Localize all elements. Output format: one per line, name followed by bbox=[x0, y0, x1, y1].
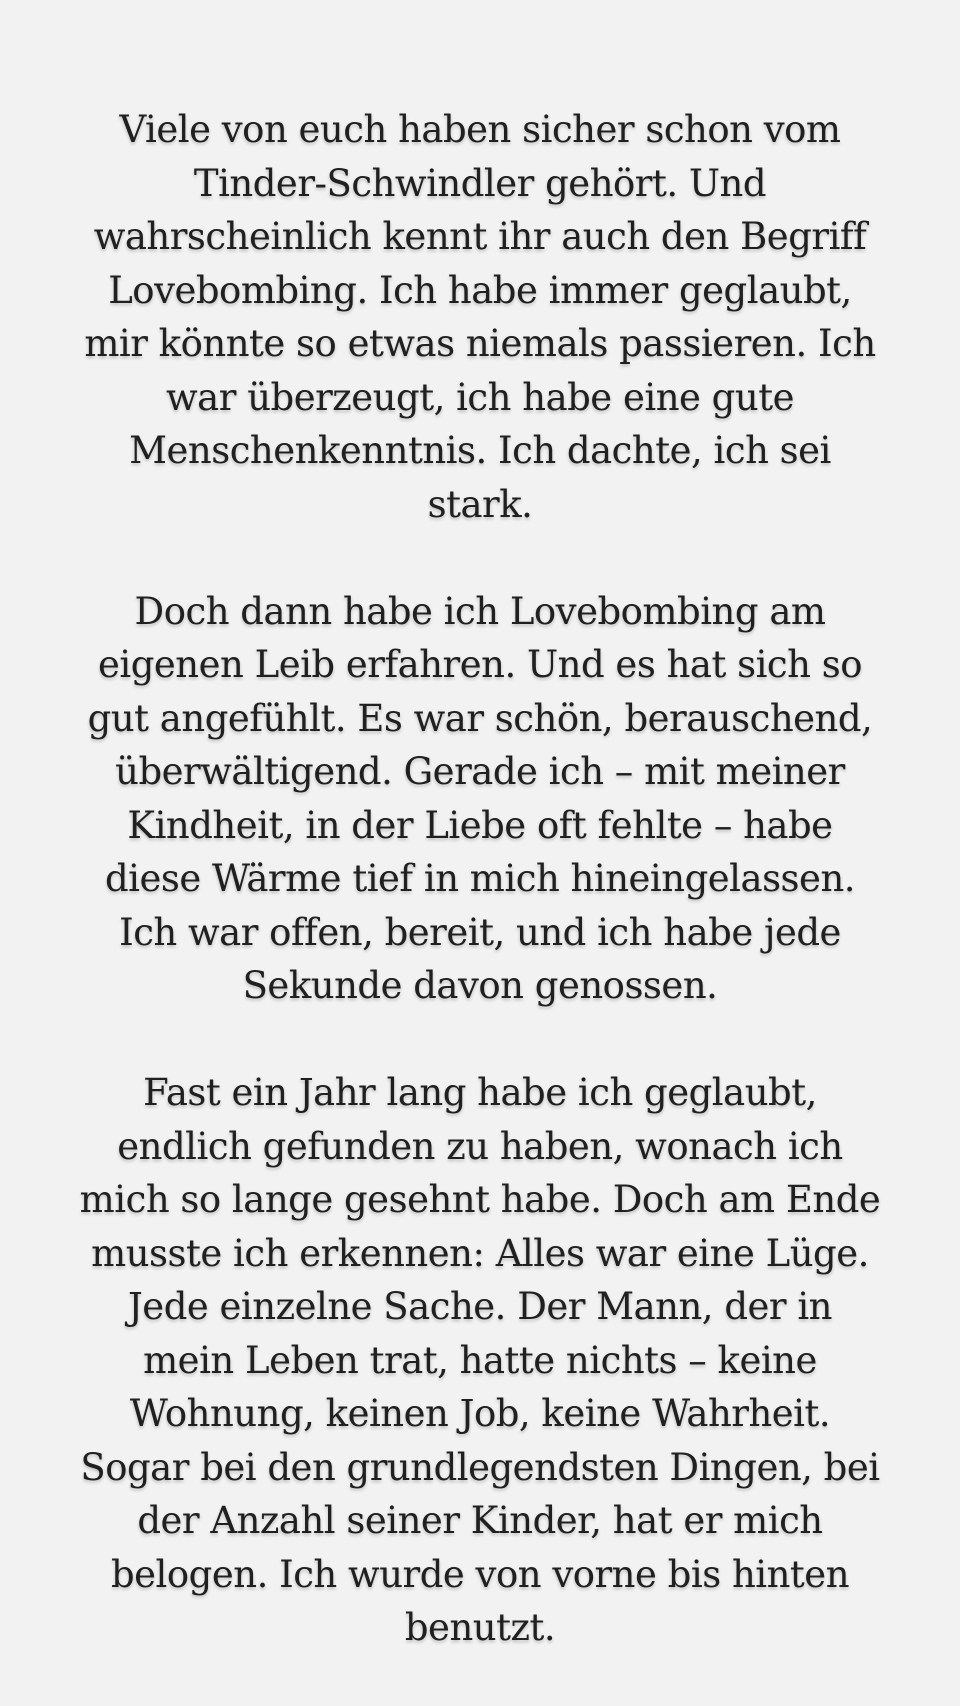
text-line: Sogar bei den grundlegendsten Dingen, bei bbox=[80, 1445, 880, 1489]
text-line: eigenen Leib erfahren. Und es hat sich so bbox=[98, 643, 862, 686]
text-line: Lovebombing. Ich habe immer geglaubt, bbox=[108, 268, 852, 312]
text-line: diese Wärme tief in mich hineingelassen. bbox=[104, 857, 856, 900]
text-line: stark. bbox=[427, 482, 533, 526]
text-line: Menschenkenntnis. Ich dachte, ich sei bbox=[129, 429, 831, 472]
text-line: Fast ein Jahr lang habe ich geglaubt, bbox=[143, 1071, 817, 1114]
text-line: war überzeugt, ich habe eine gute bbox=[166, 375, 794, 419]
story-text-block bbox=[0, 103, 960, 1655]
text-line: endlich gefunden zu haben, wonach ich bbox=[117, 1124, 843, 1168]
text-line: mir könnte so etwas niemals passieren. Ich bbox=[84, 322, 876, 365]
text-line: mich so lange gesehnt habe. Doch am Ende bbox=[79, 1178, 881, 1221]
text-line: belogen. Ich wurde von vorne bis hinten bbox=[110, 1552, 850, 1596]
text-line: Tinder-Schwindler gehört. Und bbox=[193, 161, 767, 205]
text-line: Viele von euch haben sicher schon vom bbox=[119, 108, 841, 151]
text-line: Kindheit, in der Liebe oft fehlte – habe bbox=[127, 803, 833, 847]
text-line: Wohnung, keinen Job, keine Wahrheit. bbox=[129, 1392, 831, 1435]
text-line: Doch dann habe ich Lovebombing am bbox=[134, 589, 826, 633]
text-line: musste ich erkennen: Alles war eine Lüge. bbox=[91, 1231, 869, 1275]
text-line: Ich war offen, bereit, und ich habe jede bbox=[119, 910, 841, 954]
story-paragraph-3 bbox=[56, 1066, 904, 1655]
story-paragraph-1 bbox=[56, 103, 904, 531]
text-line: Sekunde davon genossen. bbox=[242, 964, 718, 1007]
text-line: benutzt. bbox=[404, 1606, 556, 1649]
text-line: mein Leben trat, hatte nichts – keine bbox=[143, 1338, 817, 1382]
text-line: überwältigend. Gerade ich – mit meiner bbox=[115, 750, 845, 793]
story-paragraph-2 bbox=[56, 585, 904, 1013]
text-line: gut angefühlt. Es war schön, berauschend, bbox=[87, 696, 873, 740]
text-line: wahrscheinlich kennt ihr auch den Begriff bbox=[93, 215, 867, 258]
text-line: Jede einzelne Sache. Der Mann, der in bbox=[127, 1285, 833, 1328]
text-line: der Anzahl seiner Kinder, hat er mich bbox=[137, 1499, 823, 1542]
